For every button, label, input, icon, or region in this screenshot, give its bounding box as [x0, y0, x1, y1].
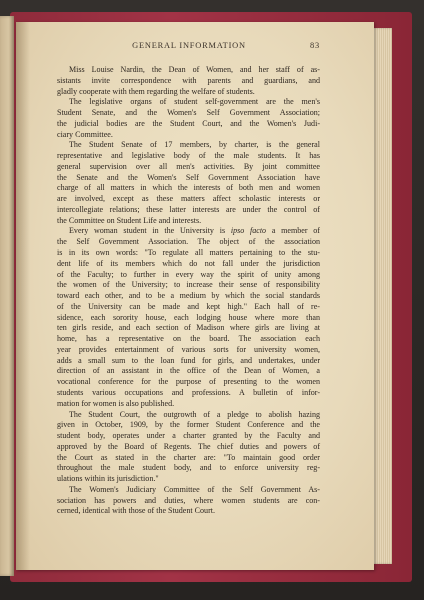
gutter-shadow — [16, 22, 30, 570]
text-line: the Court as stated in the charter are: "To maintain good order — [57, 452, 320, 462]
text-line: gladly cooperate with them regarding the welfare of students. — [57, 86, 255, 96]
text-line: the women of the University; to increase their sense of responsibility — [57, 280, 320, 290]
paragraph — [57, 410, 320, 485]
text-line: sociation has powers and duties, where women students are con- — [57, 495, 320, 505]
text-line: the Committee on Student Life and interests. — [57, 215, 202, 225]
text-line: ulations within its jurisdiction." — [57, 474, 159, 484]
paragraph — [57, 226, 320, 409]
text-line: sistants invite correspondence with parents and guardians, and — [57, 75, 320, 85]
body-text — [57, 65, 320, 517]
text-line: The Student Senate of 17 members, by charter, is the general — [69, 140, 320, 150]
text-line: are involved, except as these matters affect scholastic interests or — [57, 194, 320, 204]
text-line: given in October, 1909, by the former Student Conference and the — [57, 420, 320, 430]
italic-phrase: ipso facto — [230, 226, 267, 236]
text-line: representative and legislative body of the male students. It has — [57, 151, 320, 161]
paragraph — [57, 140, 320, 226]
text-line: direction of an assistant in the office of the Dean of Women, a — [57, 366, 320, 376]
text-line: general supervision over all men's activities. By joint committee — [57, 161, 320, 171]
previous-page-edge — [0, 16, 14, 576]
paragraph — [57, 65, 320, 97]
text-line: approved by the Board of Regents. The chief duties and powers of — [57, 441, 320, 451]
text-line: toward each other, and to be a medium by which the social standards — [57, 291, 320, 301]
text-line: intercollegiate relations; these latter interests are under the control of — [57, 204, 320, 214]
text-line: ciary Committee. — [57, 129, 113, 139]
text-line: cerned, identical with those of the Student Court. — [57, 506, 215, 516]
text-line: students various occupations and professions. A bulletin of infor- — [57, 387, 320, 397]
text-line: sidence, each sorority house, each lodging house where more than — [57, 312, 320, 322]
text-line: year provides entertainment of various sorts for university women, — [57, 344, 320, 354]
text-line: ten girls reside, and each section of Madison where girls are living at — [57, 323, 320, 333]
text-line: throughout the male student body, and to enforce university reg- — [57, 463, 320, 473]
text-line: the Senate and the Women's Self Government Association have — [57, 172, 320, 182]
text-line: The legislative organs of student self-government are the men's — [69, 97, 320, 107]
text-line: the Self Government Association. The object of the association — [57, 237, 320, 247]
text-line: of the University can be made and kept high." Each hall of re- — [57, 301, 320, 311]
running-head — [58, 41, 320, 53]
text-line: charge of all matters in which the interests of both men and women — [57, 183, 320, 193]
text-line: student body, operates under a charter granted by the Faculty and — [57, 431, 320, 441]
text-line: home, has a representative on the board. The association each — [57, 334, 320, 344]
text-line: adds a small sum to the loan fund for girls, and undertakes, under — [57, 355, 320, 365]
text-line: The Women's Judiciary Committee of the Self Government As- — [69, 484, 320, 494]
text-line: the judicial bodies are the Student Court, and the Women's Judi- — [57, 118, 320, 128]
text-line: dent life of its members which do not fall under the jurisdiction — [57, 258, 320, 268]
text-line: vocational conference for the purpose of presenting to the women — [57, 377, 320, 387]
text-line: mation for women is also published. — [57, 398, 175, 408]
page-number: 83 — [310, 41, 320, 50]
text-line: is in its own words: "To regulate all matters pertaining to the stu- — [57, 248, 320, 258]
text-line: Every woman student in the University is ipso facto a member of — [69, 226, 320, 236]
text-line: The Student Court, the outgrowth of a pledge to abolish hazing — [69, 409, 320, 419]
running-head-title: GENERAL INFORMATION — [132, 41, 246, 50]
text-line: Student Senate, and the Women's Self Government Association; — [57, 108, 320, 118]
paragraph — [57, 485, 320, 517]
text-line: Miss Louise Nardin, the Dean of Women, and her staff of as- — [69, 65, 320, 74]
text-line: of the Faculty; to further in every way the spirit of unity among — [57, 269, 320, 279]
paragraph — [57, 97, 320, 140]
